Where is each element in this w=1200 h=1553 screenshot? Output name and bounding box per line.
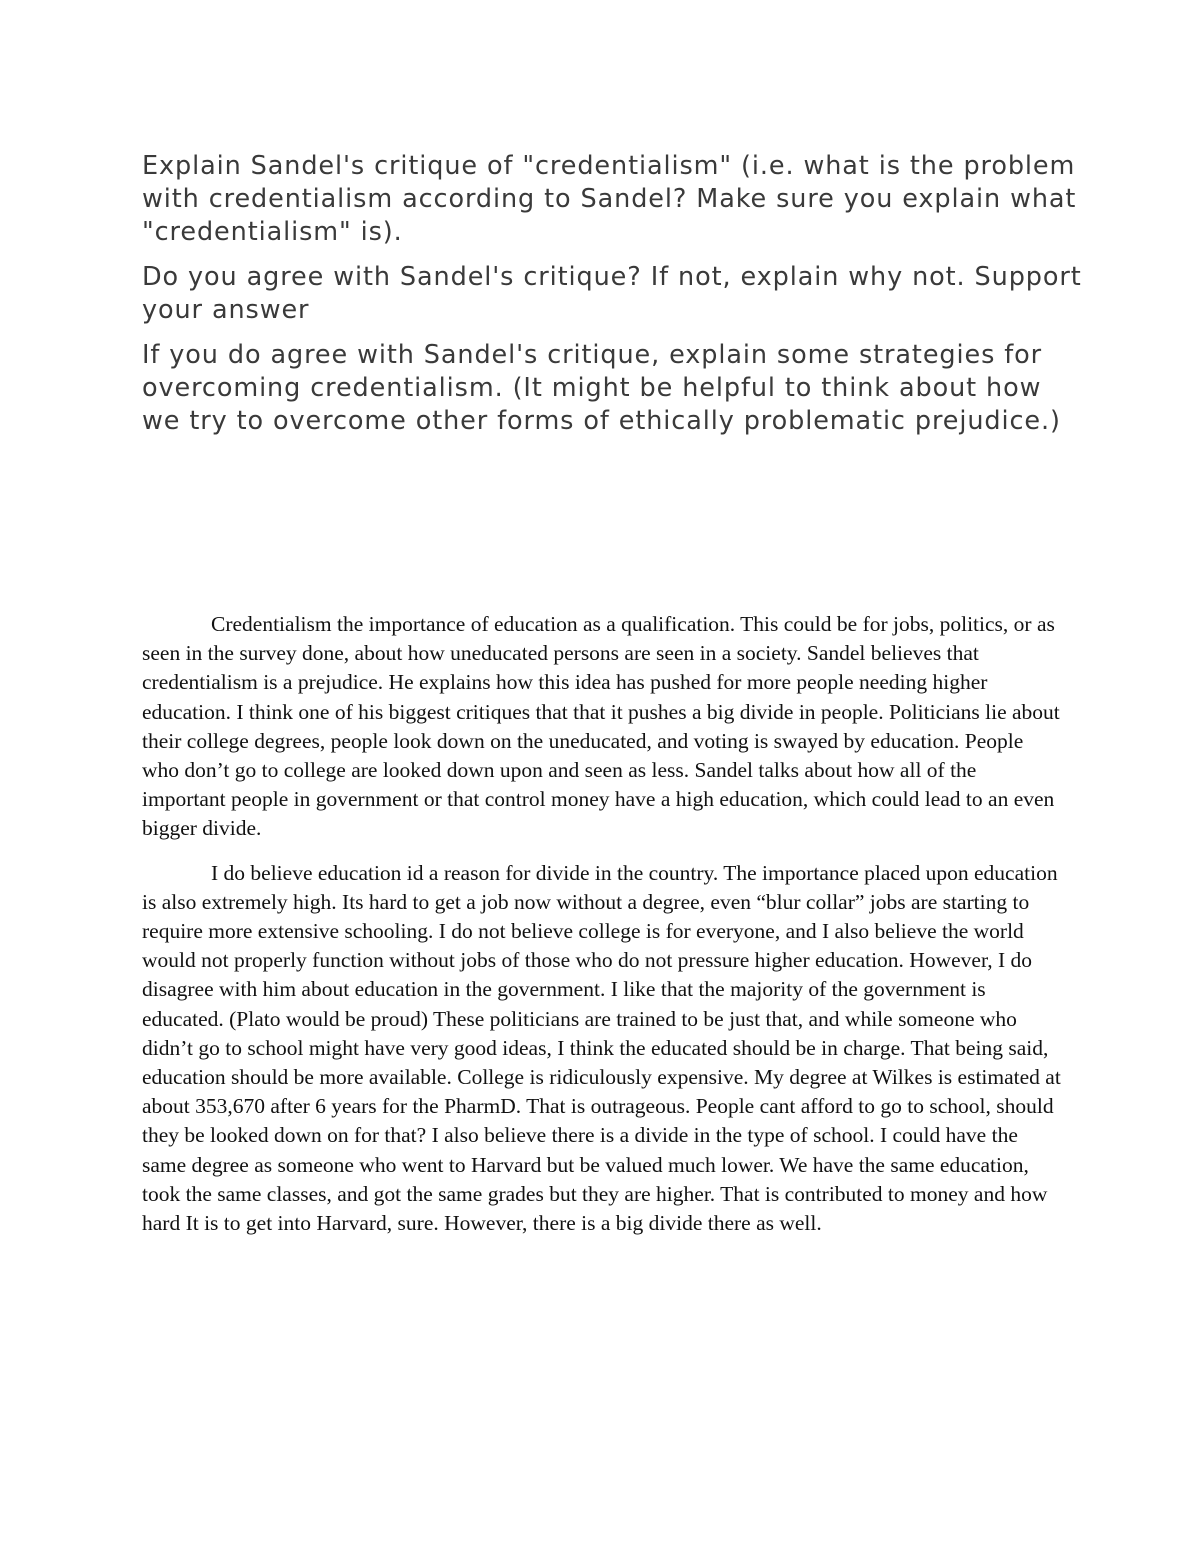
essay-body xyxy=(142,610,1064,1238)
assignment-prompts xyxy=(142,150,1082,438)
prompt-question-1: Explain Sandel's critique of "credentialism" (i.e. what is the problem with credentialism according to Sandel? Make sure you explain what "credentialism" is). xyxy=(142,151,1077,247)
prompt-question-3: If you do agree with Sandel's critique, explain some strategies for overcoming credentialism. (It might be helpful to think about how we try to overcome other forms of ethically problematic prejudice.) xyxy=(142,340,1061,436)
essay-paragraph-1: Credentialism the importance of education as a qualification. This could be for jobs, politics, or as seen in the survey done, about how uneducated persons are seen in a society. Sandel believes that credentialism is a prejudice. He explains how this idea has pushed for more people needing higher education. I think one of his biggest critiques that that it pushes a big divide in people. Politicians lie about their college degrees, people look down on the uneducated, and voting is swayed by education. People who don’t go to college are looked down upon and seen as less. Sandel talks about how all of the important people in government or that control money have a high education, which could lead to an even bigger divide. xyxy=(142,612,1060,841)
essay-paragraph-2: I do believe education id a reason for divide in the country. The importance placed upon education is also extremely high. Its hard to get a job now without a degree, even “blur collar” jobs are starting to require more extensive schooling. I do not believe college is for everyone, and I also believe the world would not properly function without jobs of those who do not pressure higher education. However, I do disagree with him about education in the government. I like that the majority of the government is educated. (Plato would be proud) These politicians are trained to be just that, and while someone who didn’t go to school might have very good ideas, I think the educated should be in charge. That being said, education should be more available. College is ridiculously expensive. My degree at Wilkes is estimated at about 353,670 after 6 years for the PharmD. That is outrageous. People cant afford to go to school, should they be looked down on for that? I also believe there is a divide in the type of school. I could have the same degree as someone who went to Harvard but be valued much lower. We have the same education, took the same classes, and got the same grades but they are higher. That is contributed to money and how hard It is to get into Harvard, sure. However, there is a big divide there as well. xyxy=(142,860,1061,1236)
prompt-question-2: Do you agree with Sandel's critique? If not, explain why not. Support your answer xyxy=(142,262,1082,325)
